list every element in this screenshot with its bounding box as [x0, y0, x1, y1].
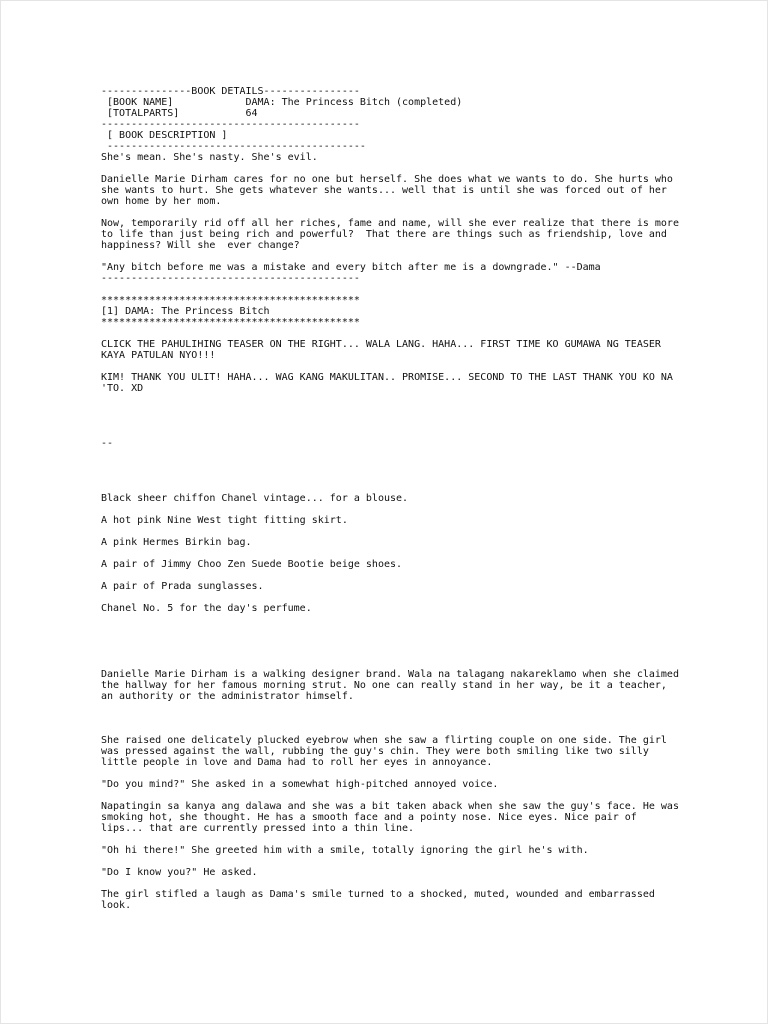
- story-paragraph: She raised one delicately plucked eyebrow when she saw a flirting couple on one side. The girl was pressed against the wall, rubbing the guy's chin. They were both smiling like two silly little people in love and Dama had to roll her eyes in annoyance.: [101, 735, 673, 768]
- total-parts-row: [TOTALPARTS] 64: [101, 108, 258, 119]
- author-note: KIM! THANK YOU ULIT! HAHA... WAG KANG MAKULITAN.. PROMISE... SECOND TO THE LAST THANK YOU KO NA 'TO. XD: [101, 372, 679, 394]
- section-separator: --: [101, 438, 114, 449]
- book-description-label: [ BOOK DESCRIPTION ]: [101, 130, 228, 141]
- chapter-title: [1] DAMA: The Princess Bitch: [101, 306, 270, 317]
- document-content: [101, 86, 685, 911]
- chapter-stars-top: *******************************************: [101, 295, 360, 306]
- outfit-line: A hot pink Nine West tight fitting skirt.: [101, 515, 348, 526]
- details-rule: -------------------------------------------: [101, 119, 360, 130]
- outfit-line: A pair of Jimmy Choo Zen Suede Bootie beige shoes.: [101, 559, 403, 570]
- author-note: CLICK THE PAHULIHING TEASER ON THE RIGHT... WALA LANG. HAHA... FIRST TIME KO GUMAWA NG TEASER KAYA PATULAN NYO!!!: [101, 339, 667, 361]
- description-paragraph: Now, temporarily rid off all her riches, fame and name, will she ever realize that there is more to life than just being rich and powerful? That there are things such as friendship, love and happiness? Will she ever change?: [101, 218, 685, 251]
- description-quote: "Any bitch before me was a mistake and every bitch after me is a downgrade." --Dama: [101, 262, 601, 273]
- outfit-line: A pair of Prada sunglasses.: [101, 581, 264, 592]
- book-details-header: ---------------BOOK DETAILS----------------: [101, 86, 360, 97]
- book-name-row: [BOOK NAME] DAMA: The Princess Bitch (completed): [101, 97, 463, 108]
- chapter-stars-bottom: *******************************************: [101, 317, 360, 328]
- story-paragraph: The girl stifled a laugh as Dama's smile turned to a shocked, muted, wounded and embarrassed look.: [101, 889, 661, 911]
- story-paragraph: "Do you mind?" She asked in a somewhat high-pitched annoyed voice.: [101, 779, 499, 790]
- story-paragraph: Napatingin sa kanya ang dalawa and she was a bit taken aback when she saw the guy's face. He was smoking hot, she thought. He has a smooth face and a pointy nose. Nice eyes. Nice pair of lips... that are currently pressed into a thin line.: [101, 801, 685, 834]
- description-end-rule: -------------------------------------------: [101, 273, 360, 284]
- story-paragraph: "Oh hi there!" She greeted him with a smile, totally ignoring the girl he's with.: [101, 845, 589, 856]
- story-paragraph: Danielle Marie Dirham is a walking designer brand. Wala na talagang nakareklamo when she claimed the hallway for her famous morning strut. No one can really stand in her way, be it a teacher, an authority or the administrator himself.: [101, 669, 685, 702]
- outfit-line: Chanel No. 5 for the day's perfume.: [101, 603, 312, 614]
- description-paragraph: Danielle Marie Dirham cares for no one but herself. She does what we wants to do. She hurts who she wants to hurt. She gets whatever she wants... well that is until she was forced out of her own home by her mom.: [101, 174, 679, 207]
- outfit-line: Black sheer chiffon Chanel vintage... for a blouse.: [101, 493, 409, 504]
- description-rule: -------------------------------------------: [101, 141, 366, 152]
- story-paragraph: "Do I know you?" He asked.: [101, 867, 258, 878]
- description-tagline: She's mean. She's nasty. She's evil.: [101, 152, 318, 163]
- outfit-line: A pink Hermes Birkin bag.: [101, 537, 252, 548]
